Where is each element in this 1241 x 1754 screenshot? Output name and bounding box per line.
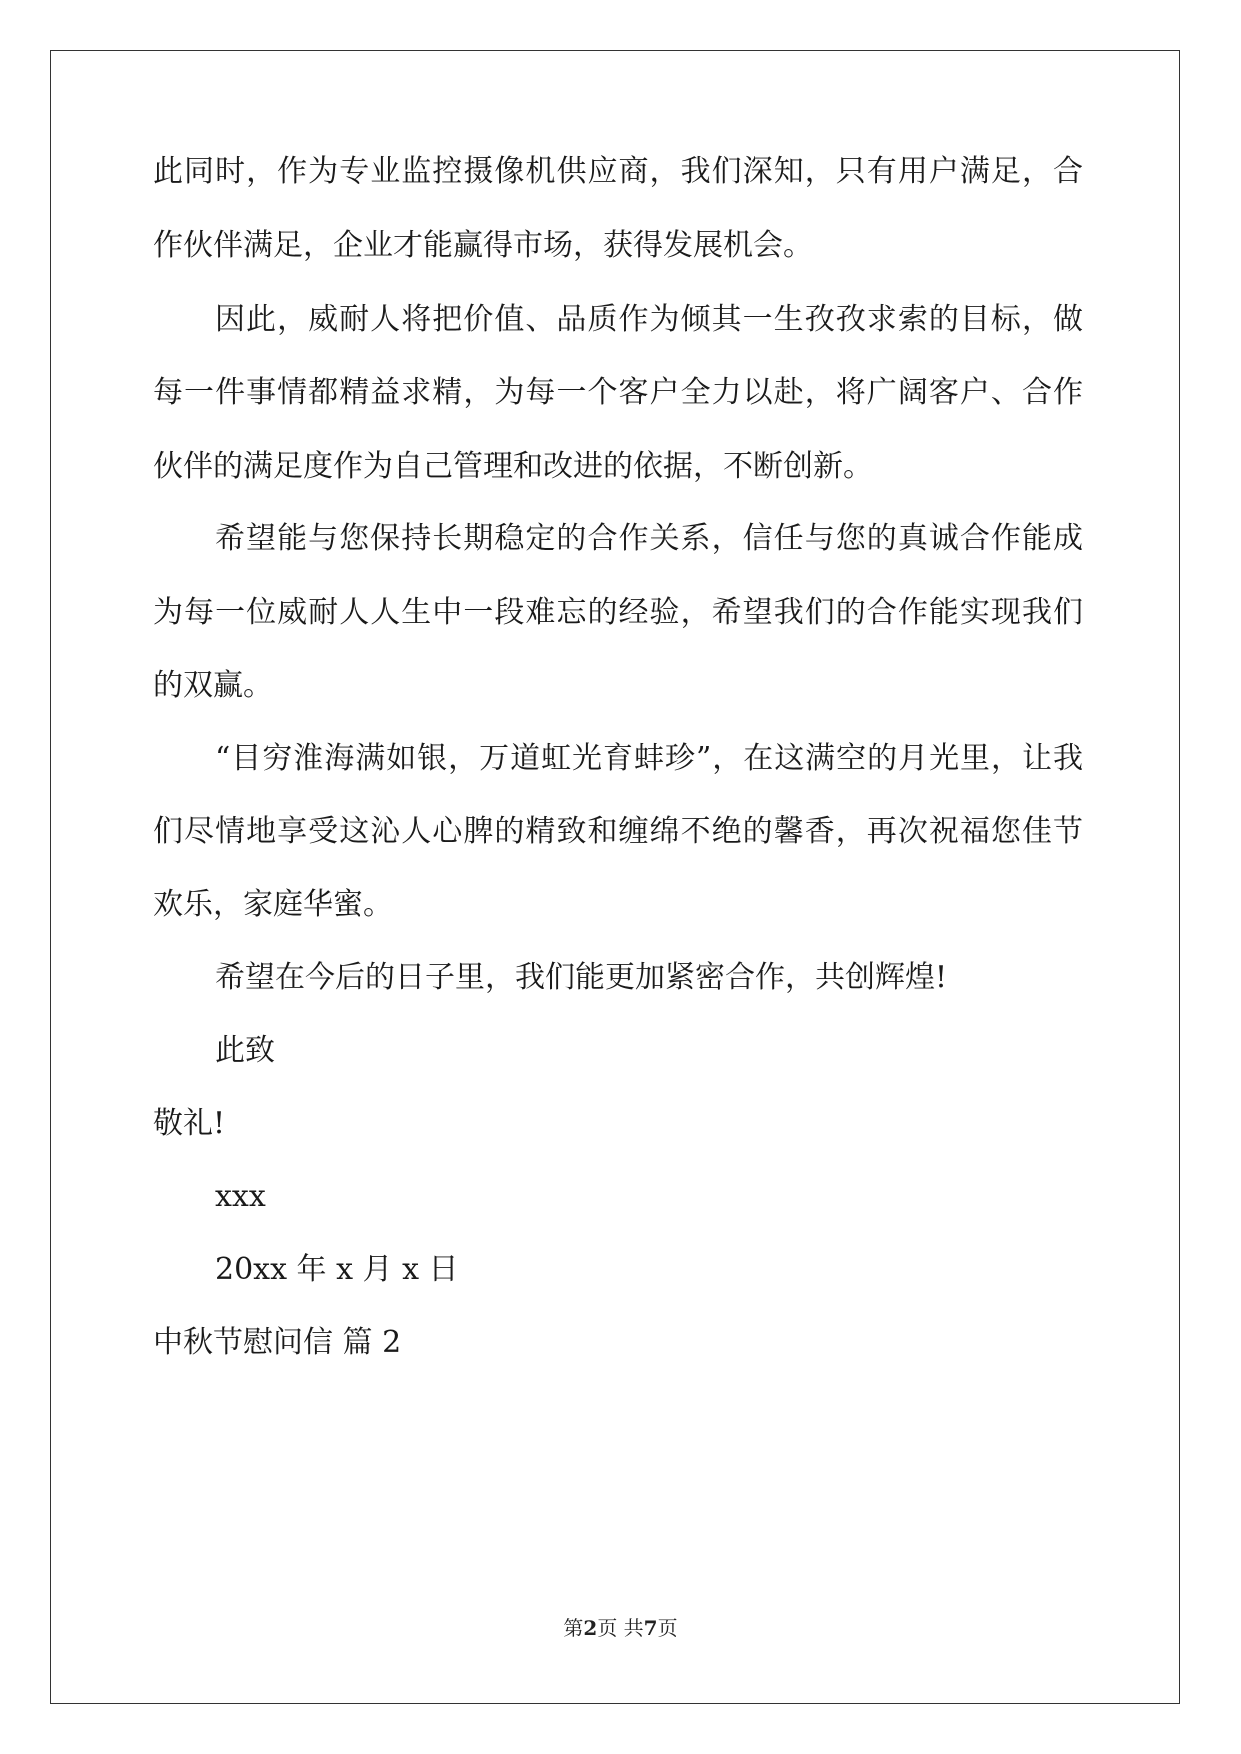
page-footer (0, 1615, 1241, 1641)
salutation-line: 此致 (215, 1033, 275, 1068)
page-label-suffix: 页 (657, 1616, 678, 1640)
current-page-number: 2 (583, 1616, 598, 1640)
page-border (50, 50, 1180, 1704)
salutation-line: 敬礼! (153, 1106, 226, 1141)
paragraph-line: 为每一位威耐人人生中一段难忘的经验，希望我们的合作能实现我们 (153, 595, 1083, 630)
paragraph-line: 希望在今后的日子里，我们能更加紧密合作，共创辉煌! (215, 960, 948, 995)
paragraph-line: 的双赢。 (153, 668, 273, 703)
paragraph-line: “目穷淮海满如银，万道虹光育蚌珍”，在这满空的月光里，让我 (215, 741, 1083, 776)
section-heading: 中秋节慰问信 篇 2 (153, 1325, 402, 1360)
total-page-number: 7 (643, 1616, 658, 1640)
paragraph-line: 作伙伴满足，企业才能赢得市场，获得发展机会。 (153, 228, 813, 263)
paragraph-line: 伙伴的满足度作为自己管理和改进的依据，不断创新。 (153, 449, 873, 484)
paragraph-line: 每一件事情都精益求精，为每一个客户全力以赴，将广阔客户、合作 (153, 375, 1083, 410)
signature-date: 20xx 年 x 月 x 日 (215, 1252, 459, 1287)
signature-name: xxx (215, 1179, 266, 1214)
paragraph-line: 此同时，作为专业监控摄像机供应商，我们深知，只有用户满足，合 (153, 154, 1083, 189)
paragraph-line: 希望能与您保持长期稳定的合作关系，信任与您的真诚合作能成 (215, 521, 1083, 556)
paragraph-line: 们尽情地享受这沁人心脾的精致和缠绵不绝的馨香，再次祝福您佳节 (153, 814, 1083, 849)
page-label-prefix: 第 (563, 1616, 584, 1640)
page-label-middle: 页 共 (597, 1616, 644, 1640)
paragraph-line: 因此，威耐人将把价值、品质作为倾其一生孜孜求索的目标，做 (215, 302, 1083, 337)
paragraph-line: 欢乐，家庭华蜜。 (153, 887, 393, 922)
